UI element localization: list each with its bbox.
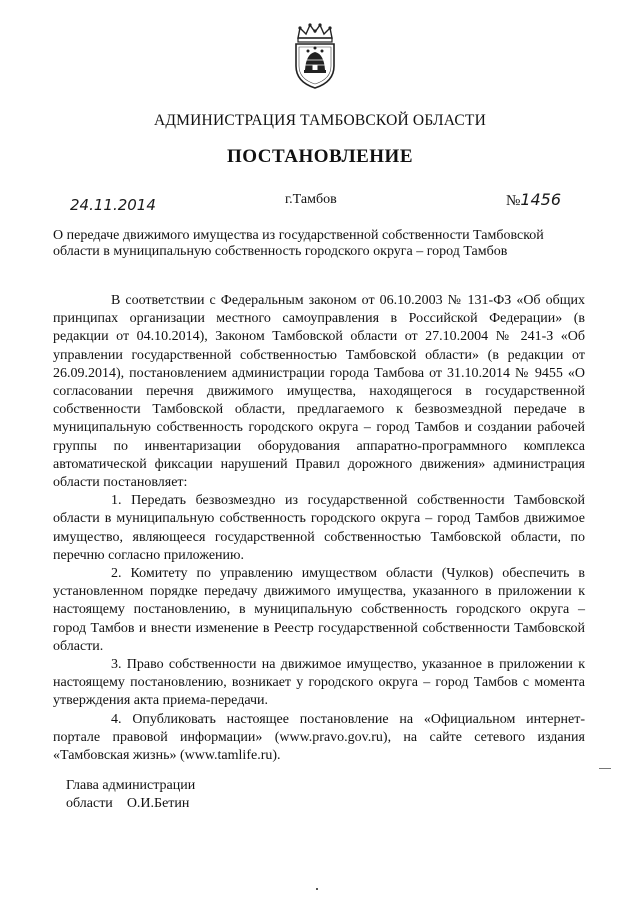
signatory-title-line2 — [66, 795, 195, 813]
document-date: 24.11.2014 — [70, 196, 156, 214]
number-value: 1456 — [520, 190, 562, 209]
document-subject: О передаче движимого имущества из государственной собственности Тамбовской области в муниципальную собственность городского округа – город Тамбов — [53, 228, 544, 259]
clause-2: 2. Комитету по управлению имуществом области (Чулков) обеспечить в установленном порядке передачу движимого имущества, указанного в приложении к настоящему постановлению, в муниципальную собственность городского округа – город Тамбов и внести изменение в Реестр государственной собственности Тамбовской области. — [53, 566, 585, 654]
clause-1: 1. Передать безвозмездно из государственной собственности Тамбовской области в муниципальную собственность городского округа – город Тамбов движимое имущество, являющееся государственной собственностью Тамбовской области, по перечню согласно приложению. — [53, 493, 585, 563]
document-type: ПОСТАНОВЛЕНИЕ — [226, 146, 414, 167]
scan-mark — [599, 768, 611, 769]
signature-block — [66, 777, 195, 813]
document-city: г.Тамбов — [285, 192, 337, 207]
signatory-region: области — [66, 796, 113, 811]
scan-dot — [316, 888, 318, 890]
signatory-title: Глава администрации — [66, 778, 196, 793]
organization-name: АДМИНИСТРАЦИЯ ТАМБОВСКОЙ ОБЛАСТИ — [154, 112, 486, 129]
document-number — [506, 190, 561, 210]
signatory-name: О.И.Бетин — [126, 796, 190, 811]
number-prefix: № — [506, 193, 521, 209]
preamble-paragraph: В соответствии с Федеральным законом от 06.10.2003 № 131-ФЗ «Об общих принципах организации местного самоуправления в Российской Федерации» (в редакции от 04.10.2014), Законом Тамбовской области от 27.10.2004 № 241-З «Об управлении государственной собственностью Тамбовской области» (в редакции от 26.09.2014), постановлением администрации города Тамбова от 31.10.2014 № 9455 «О согласовании перечня движимого имущества, находящегося в государственной собственности Тамбовской области, предлагаемого к безвозмездной передаче в муниципальную собственность городского округа – город Тамбов и создании рабочей группы по инвентаризации оборудования аппаратно-программного комплекса автоматической фиксации нарушений Правил дорожного движения» администрация области постановляет: — [53, 293, 585, 491]
clause-4: 4. Опубликовать настоящее постановление на «Официальном интернет-портале правовой информации» (www.pravo.gov.ru), на сайте сетевого издания «Тамбовская жизнь» (www.tamlife.ru). — [53, 711, 585, 764]
document-body — [53, 292, 585, 765]
clause-3: 3. Право собственности на движимое имущество, указанное в приложении к настоящему постановлению, возникает у городского округа – город Тамбов с момента утверждения акта приема-передачи. — [53, 657, 585, 709]
tambov-coat-of-arms-icon — [290, 22, 340, 90]
